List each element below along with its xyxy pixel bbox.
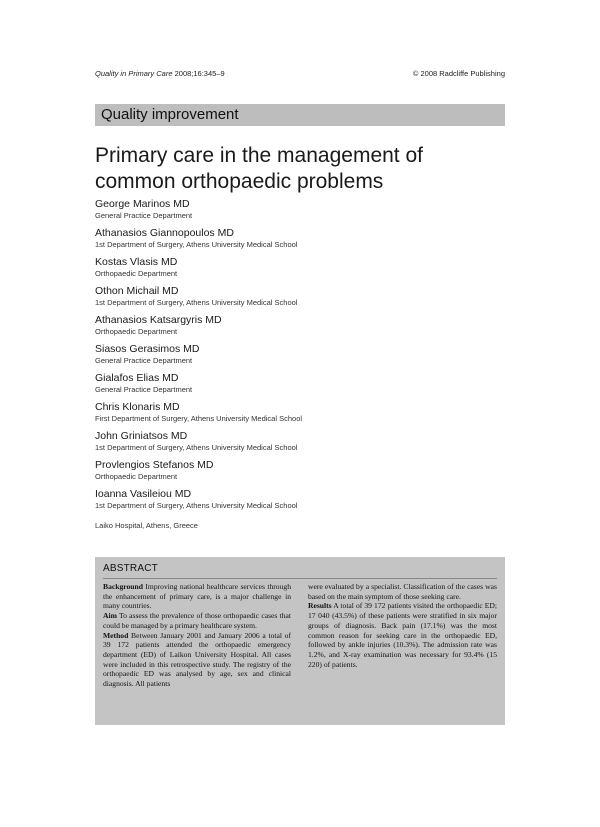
author-entry [95,256,505,285]
author-name: Athanasios Katsargyris MD [95,314,222,326]
author-name: Provlengios Stefanos MD [95,459,214,471]
author-entry [95,285,505,314]
abstract-box [95,557,505,725]
author-affiliation: 1st Department of Surgery, Athens University Medical School [95,298,298,307]
author-affiliation: First Department of Surgery, Athens University Medical School [95,414,303,423]
author-affiliation: 1st Department of Surgery, Athens University Medical School [95,501,298,510]
abstract-method [103,631,291,689]
author-name: Ioanna Vasileiou MD [95,488,192,500]
author-list [95,198,505,517]
author-affiliation: Orthopaedic Department [95,269,178,278]
abstract-aim [103,611,291,630]
author-entry [95,372,505,401]
author-entry [95,227,505,256]
results-text: A total of 39 172 patients visited the orthopaedic ED; 17 040 (43.5%) of these patients were stratified in six major groups of diagnosis. Back pain (17.1%) was the most common reason for seeking care in the orthopaedic ED, followed by ankle injuries (10.3%). The admission rate was 1.2%, and X-ray examination was necessary for 93.4% (15 220) of patients. [308,601,497,669]
method-label: Method [103,630,129,640]
author-entry [95,314,505,343]
author-name: George Marinos MD [95,198,190,210]
background-text: Improving national healthcare services through the enhancement of primary care, is a major challenge in many countries. [103,582,291,611]
author-affiliation: General Practice Department [95,385,193,394]
author-entry [95,488,505,517]
author-name: Othon Michail MD [95,285,179,297]
abstract-divider [103,578,497,579]
author-affiliation: Orthopaedic Department [95,472,178,481]
section-bar [95,104,505,126]
author-name: Chris Klonaris MD [95,401,180,413]
author-entry [95,343,505,372]
author-affiliation: Orthopaedic Department [95,327,178,336]
author-entry [95,198,505,227]
author-entry [95,430,505,459]
background-label: Background [103,582,143,591]
journal-name: Quality in Primary Care [95,69,173,78]
aim-text: To assess the prevalence of those orthopaedic cases that could be managed by a primary healthcare system. [103,611,291,630]
copyright: © 2008 Radcliffe Publishing [412,69,505,78]
abstract-method-continued: were evaluated by a specialist. Classification of the cases was based on the main symptom of those seeking care. [308,582,497,601]
institution-location: Laiko Hospital, Athens, Greece [95,521,198,530]
volume-pages: 2008;16:345–9 [172,69,225,78]
author-entry [95,401,505,430]
author-affiliation: General Practice Department [95,211,193,220]
results-label: Results [308,601,332,611]
author-affiliation: General Practice Department [95,356,193,365]
author-entry [95,459,505,488]
section-label: Quality improvement [101,106,239,123]
author-name: Siasos Gerasimos MD [95,343,200,355]
aim-label: Aim [103,611,117,621]
author-name: Athanasios Giannopoulos MD [95,227,234,239]
abstract-heading: ABSTRACT [103,563,158,574]
abstract-background [103,582,291,611]
article-title: Primary care in the management of common orthopaedic problems [95,144,423,193]
author-affiliation: 1st Department of Surgery, Athens University Medical School [95,443,298,452]
author-name: Kostas Vlasis MD [95,256,178,268]
abstract-results [308,601,497,669]
author-name: John Griniatsos MD [95,430,188,442]
abstract-column-right [308,582,497,669]
journal-citation [95,69,225,78]
abstract-column-left [103,582,291,689]
author-name: Gialafos Elias MD [95,372,179,384]
method-text: Between January 2001 and January 2006 a total of 39 172 patients attended the orthopaedic emergency department (ED) of Laikon University Hospital. All cases were included in this retrospective study. The registry of the orthopaedic ED was analysed by age, sex and clinical diagnosis. All patients [103,630,291,689]
author-affiliation: 1st Department of Surgery, Athens University Medical School [95,240,298,249]
